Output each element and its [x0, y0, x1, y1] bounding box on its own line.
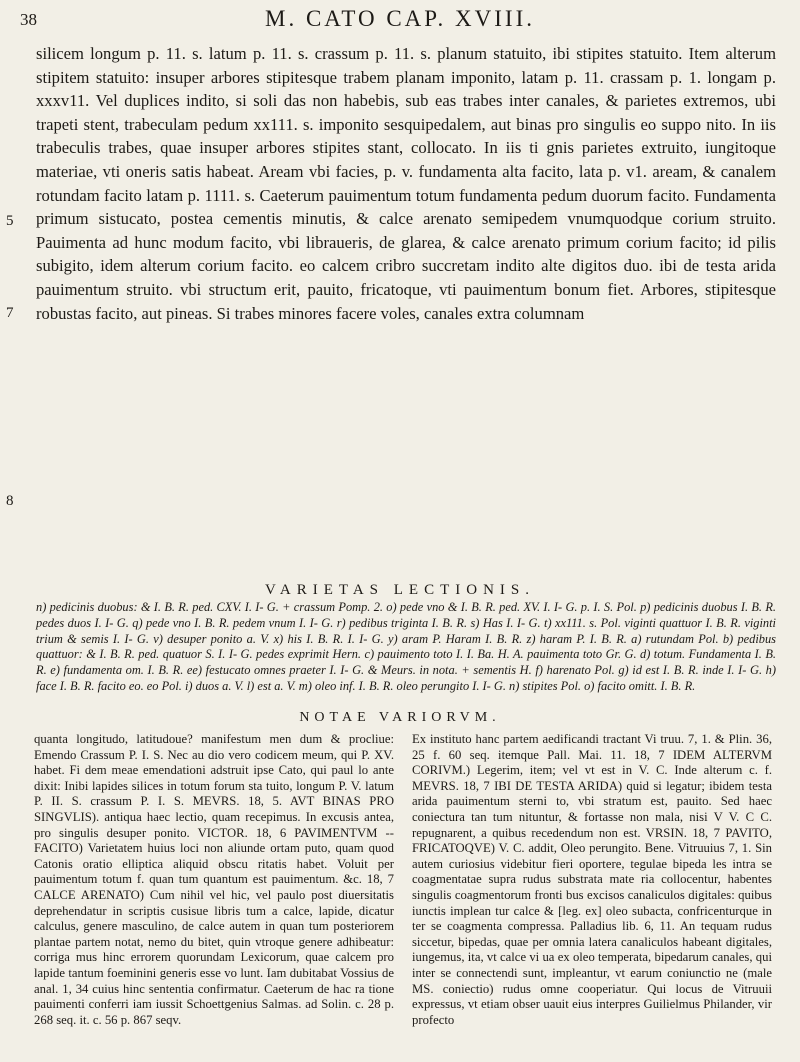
notes-column-left	[34, 732, 394, 1029]
main-text-block	[36, 42, 776, 325]
page-header	[20, 6, 780, 38]
variant-readings: n) pedicinis duobus: & I. B. R. ped. CXV. I. I- G. + crassum Pomp. 2. o) pede vno & I. B. R. ped. XV. I. I- G. p. I. S. Pol. p) pedicinis duobus I. B. R. pedes duos I. I- G. q) pede vno I. B. R. pedem vnum I. I- G. r) pedibus triginta I. B. R. s) Has I. I- G. t) xx111. s. Pol. viginti quattuor I. B. R. viginti trium & semis I. I- G. v) desuper ponito a. V. x) his I. B. R. I. I- G. y) aram P. Haram I. B. R. z) haram P. I. B. R. a) rutundam Pol. b) pedibus quattuor: & I. B. R. ped. quatuor S. I. I- G. pedes exprimit Hern. c) pauimento toto I. I. Ba. H. A. pauimenta toto Gr. G. d) totum. Fundamenta I. B. R. e) fundamenta om. I. B. R. ee) festucato omnes praeter I. I- G. & Meurs. in nota. + sementis H. f) harenato Pol. g) id est I. B. R. inde I. I- G. h) face I. B. R. facito eo. eo Pol. i) duos a. V. l) est a. V. m) oleo inf. I. B. R. oleo perungito I. I- G. n) stipites Pol. o) facito omitt. I. B. R.	[36, 600, 776, 693]
notes-column-right	[412, 732, 772, 1029]
line-number: 5	[6, 213, 14, 229]
notes-text-right: Ex instituto hanc partem aedificandi tractant Vi truu. 7, 1. & Plin. 36, 25 f. 60 seq. itemque Pall. Mai. 11. 18, 7 IDEM ALTERVM CORIVM.) Legerim, item; vel vt est in V. C. Inde alterum c. f. MEVRS. 18, 7 IBI DE TESTA ARIDA) quid si legatur; ibidem testa arida pauimentum sterni to, vbi stratum est, pauito. Sed haec coniectura tan tum nituntur, & fortasse non mala, nisi V V. C C. repugnarent, a quibus recedendum non est. VRSIN. 18, 7 PAVITO, FRICATOQVE) V. C. addit, Oleo perungito. Bene. Vitruuius 7, 1. Sin autem curiosius videbitur fieri oportere, tegulae bipeda les intra se coagmentatae supra rudus substrata mate ria collocentur, habentes singulis coagmentorum fronti bus excisos canaliculos digitales: quibus iunctis implean tur calce & [leg. ex] oleo subacta, confricenturque in ter se coagmenta compressa. Palladius lib. 6, 11. An tequam rudus siccetur, bipedas, quae per omnia latera canaliculos habeant digitales, iungemus, ita, vt calce vi ua ex oleo temperata, bipedarum canales, qui inter se connectendi sunt, impleantur, vt earum coniunctio ne (male MS. coniectio) rudus omne cooperiatur. Qui locus de Vitruuii expressus, vt etiam obser uauit eius interpres Guilielmus Philander, vir profecto	[412, 732, 772, 1027]
page-number: 38	[20, 10, 37, 29]
running-head: M. CATO CAP. XVIII.	[265, 6, 535, 31]
line-number: 7	[6, 305, 14, 321]
notes-text-left: quanta longitudo, latitudoue? manifestum men dum & procliue: Emendo Crassum P. I. S. Nec au dio vero codicem meum, qui P. XV. habet. Fi dem meae emendationi adstruit ipse Cato, qui paul lo ante dixit: Inibi lapides silices in totum forum sta tuito, longum P. V. latum P. II. S. crassum P. I. S. MEVRS. 18, 5. AVT BINAS PRO SINGVLIS). antiqua haec lectio, quam recepimus. In excusis antea, pro singulis desuper ponito. VICTOR. 18, 6 PAVIMENTVM -- FACITO) Varietatem huius loci non aliunde ortam puto, quam quod Catonis oratio elliptica aliquid obscu ritatis habet. Voluit per pauimentum totum f. quan tum quantum est pauimentum. &c. 18, 7 CALCE ARENATO) Cum nihil vel hic, vel paulo post diuersitatis deprehendatur in scriptis cusisue libris tum a calce, lapide, dicatur calculus, genere masculino, de calce autem in quan tum posteriorem plantae partem notat, nemo du bitet, quin vtroque genere adhibeatur: corriga mus hinc errorem quorundam Lexicorum, quae calcem pro lapide tantum foeminini generis esse vo lunt. Iam dubitabat Vossius de anal. 1, 34 cuius hinc sententia confirmatur. Caeterum de hac ra tione pauimenti conferri iam iussit Schoettgenius Salmas. ad Solin. c. 28 p. 268 seq. it. c. 56 p. 867 seqv.	[34, 732, 394, 1027]
main-text: silicem longum p. 11. s. latum p. 11. s. crassum p. 11. s. planum statuito, ibi stipites statuito. Item alterum stipitem statuito: insuper arbores stipitesque trabem planam imponito, latam p. 11. crassam p. 1. longam p. xxxv11. Vel duplices indito, si soli das non habebis, sub eas trabes inter canales, & parietes extremos, ubi trapeti stent, trabeculam pedum xx111. s. imponito sesquipedalem, aut binas pro singulis eo suppo nito. In iis trabeculis trabes, quae insuper arbores stipites stant, collocato. In iis ti gnis parietes extruito, iungitoque materiae, vti oneris satis habeat. Aream vbi facies, p. v. fundamenta alta facito, lata p. v1. aream, & canalem rotundam facito latam p. 1111. s. Caeterum pauimentum totum fundamenta pedum duorum facito. Fundamenta primum sistucato, postea cementis minutis, & calce arenato semipedem vnumquodque corium struito. Pauimenta ad hunc modum facito, vbi libraueris, de glarea, & calce arenato primum corium facito; id pilis subigito, idem alterum corium facito. eo calcem cribro succretam indito alte digitos duo. ibi de testa arida pauimentum struito. vbi structum erit, pauito, fricatoque, vti pauimentum bonum fiet. Arbores, stipitesque robustas facito, aut pineas. Si trabes minores facere voles, canales extra columnam	[36, 44, 776, 323]
line-number: 8	[6, 493, 14, 509]
notes-heading: NOTAE VARIORVM.	[299, 710, 501, 725]
variants-heading: VARIETAS LECTIONIS.	[264, 582, 536, 598]
